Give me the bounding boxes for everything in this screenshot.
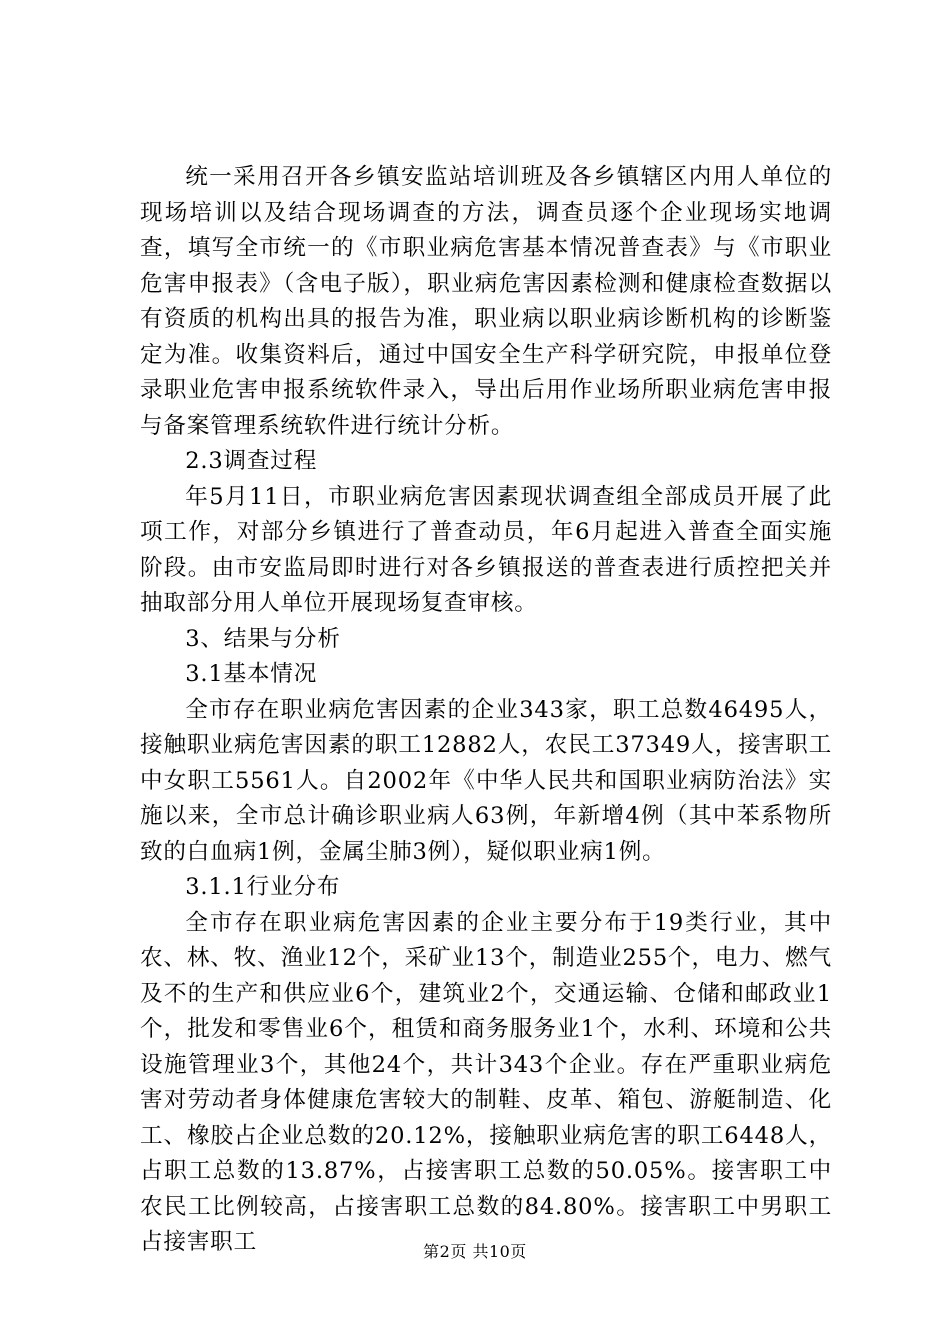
paragraph-survey-process: 年5月11日，市职业病危害因素现状调查组全部成员开展了此项工作，对部分乡镇进行了普查动员，年6月起进入普查全面实施阶段。由市安监局即时进行对各乡镇报送的普查表进行质控把关并抽取部分用人单位开展现场复查审核。: [140, 483, 832, 616]
paragraph-survey-method: 统一采用召开各乡镇安监站培训班及各乡镇辖区内用人单位的现场培训以及结合现场调查的方法，调查员逐个企业现场实地调查，填写全市统一的《市职业病危害基本情况普查表》与《市职业危害申报表》（含电子版），职业病危害因素检测和健康检查数据以有资质的机构出具的报告为准，职业病以职业病诊断机构的诊断鉴定为准。收集资料后，通过中国安全生产科学研究院，申报单位登录职业危害申报系统软件录入，导出后用作业场所职业病危害申报与备案管理系统软件进行统计分析。: [140, 164, 832, 439]
paragraph-basic-situation: 全市存在职业病危害因素的企业343家，职工总数46495人，接触职业病危害因素的职工12882人，农民工37349人，接害职工中女职工5561人。自2002年《中华人民共和国职业病防治法》实施以来，全市总计确诊职业病人63例，年新增4例（其中苯系物所致的白血病1例，金属尘肺3例），疑似职业病1例。: [140, 696, 832, 865]
heading-3-1-basic-situation: 3.1基本情况: [185, 661, 318, 687]
heading-3-results-analysis: 3、结果与分析: [185, 625, 341, 652]
page-number-footer: 第2页 共10页: [423, 1242, 527, 1261]
heading-3-1-1-industry-distribution: 3.1.1行业分布: [185, 874, 341, 900]
heading-2-3-survey-process: 2.3调查过程: [185, 448, 318, 474]
document-body: [140, 160, 832, 1261]
paragraph-industry-distribution: 全市存在职业病危害因素的企业主要分布于19类行业，其中农、林、牧、渔业12个，采矿业13个，制造业255个，电力、燃气及不的生产和供应业6个，建筑业2个，交通运输、仓储和邮政业1个，批发和零售业6个，租赁和商务服务业1个，水利、环境和公共设施管理业3个，其他24个，共计343个企业。存在严重职业病危害对劳动者身体健康危害较大的制鞋、皮革、箱包、游艇制造、化工、橡胶占企业总数的20.12%，接触职业病危害的职工6448人，占职工总数的13.87%，占接害职工总数的50.05%。接害职工中农民工比例较高，占接害职工总数的84.80%。接害职工中男职工占接害职工: [140, 909, 832, 1255]
